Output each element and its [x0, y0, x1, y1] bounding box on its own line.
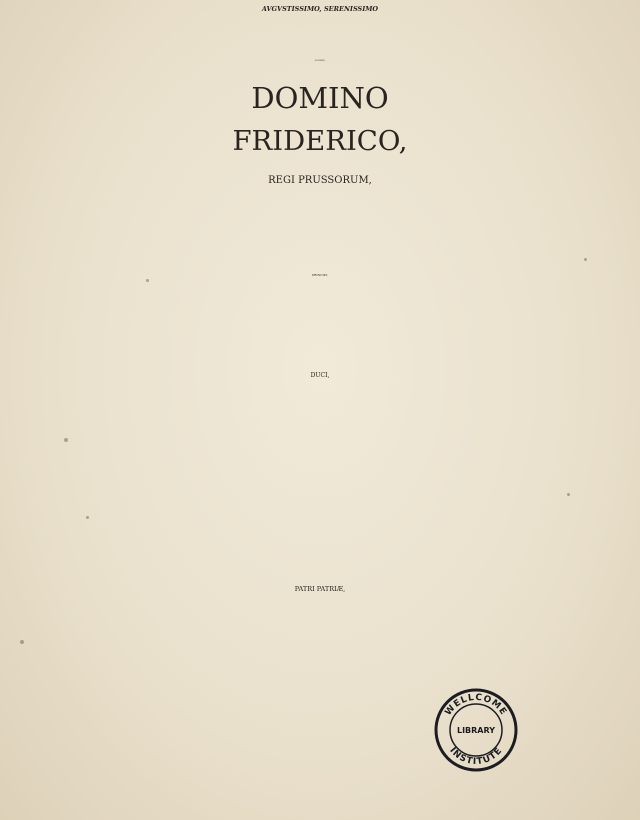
paper-spot	[584, 258, 587, 261]
paper-spot	[567, 493, 570, 496]
dedication-friderico: FRIDERICO,	[232, 125, 408, 157]
dedication-duci: DUCI,	[310, 372, 330, 379]
paper-spot	[146, 279, 149, 282]
stamp-text-middle: LIBRARY	[456, 726, 496, 735]
library-stamp	[434, 688, 518, 772]
library-stamp-graphic	[434, 688, 518, 772]
dedication-line-3: AC DOMINO,	[314, 61, 326, 62]
paper-spot	[20, 640, 24, 644]
dedication-principi: PRINCIPI,	[312, 273, 328, 277]
stamp-text-bottom: INSTITUTE	[447, 745, 505, 768]
dedication-patri-patriae: PATRI PATRIÆ,	[294, 585, 346, 593]
paper-spot	[86, 516, 89, 519]
dedication-domino: DOMINO	[251, 81, 389, 115]
paper-spot	[64, 438, 68, 442]
dedication-regi-prussorum: REGI PRUSSORUM,	[268, 175, 372, 186]
dedication-line-1: AVGVSTISSIMO, SERENISSIMO	[261, 5, 379, 13]
stamp-text-top: WELLCOME	[443, 692, 509, 718]
